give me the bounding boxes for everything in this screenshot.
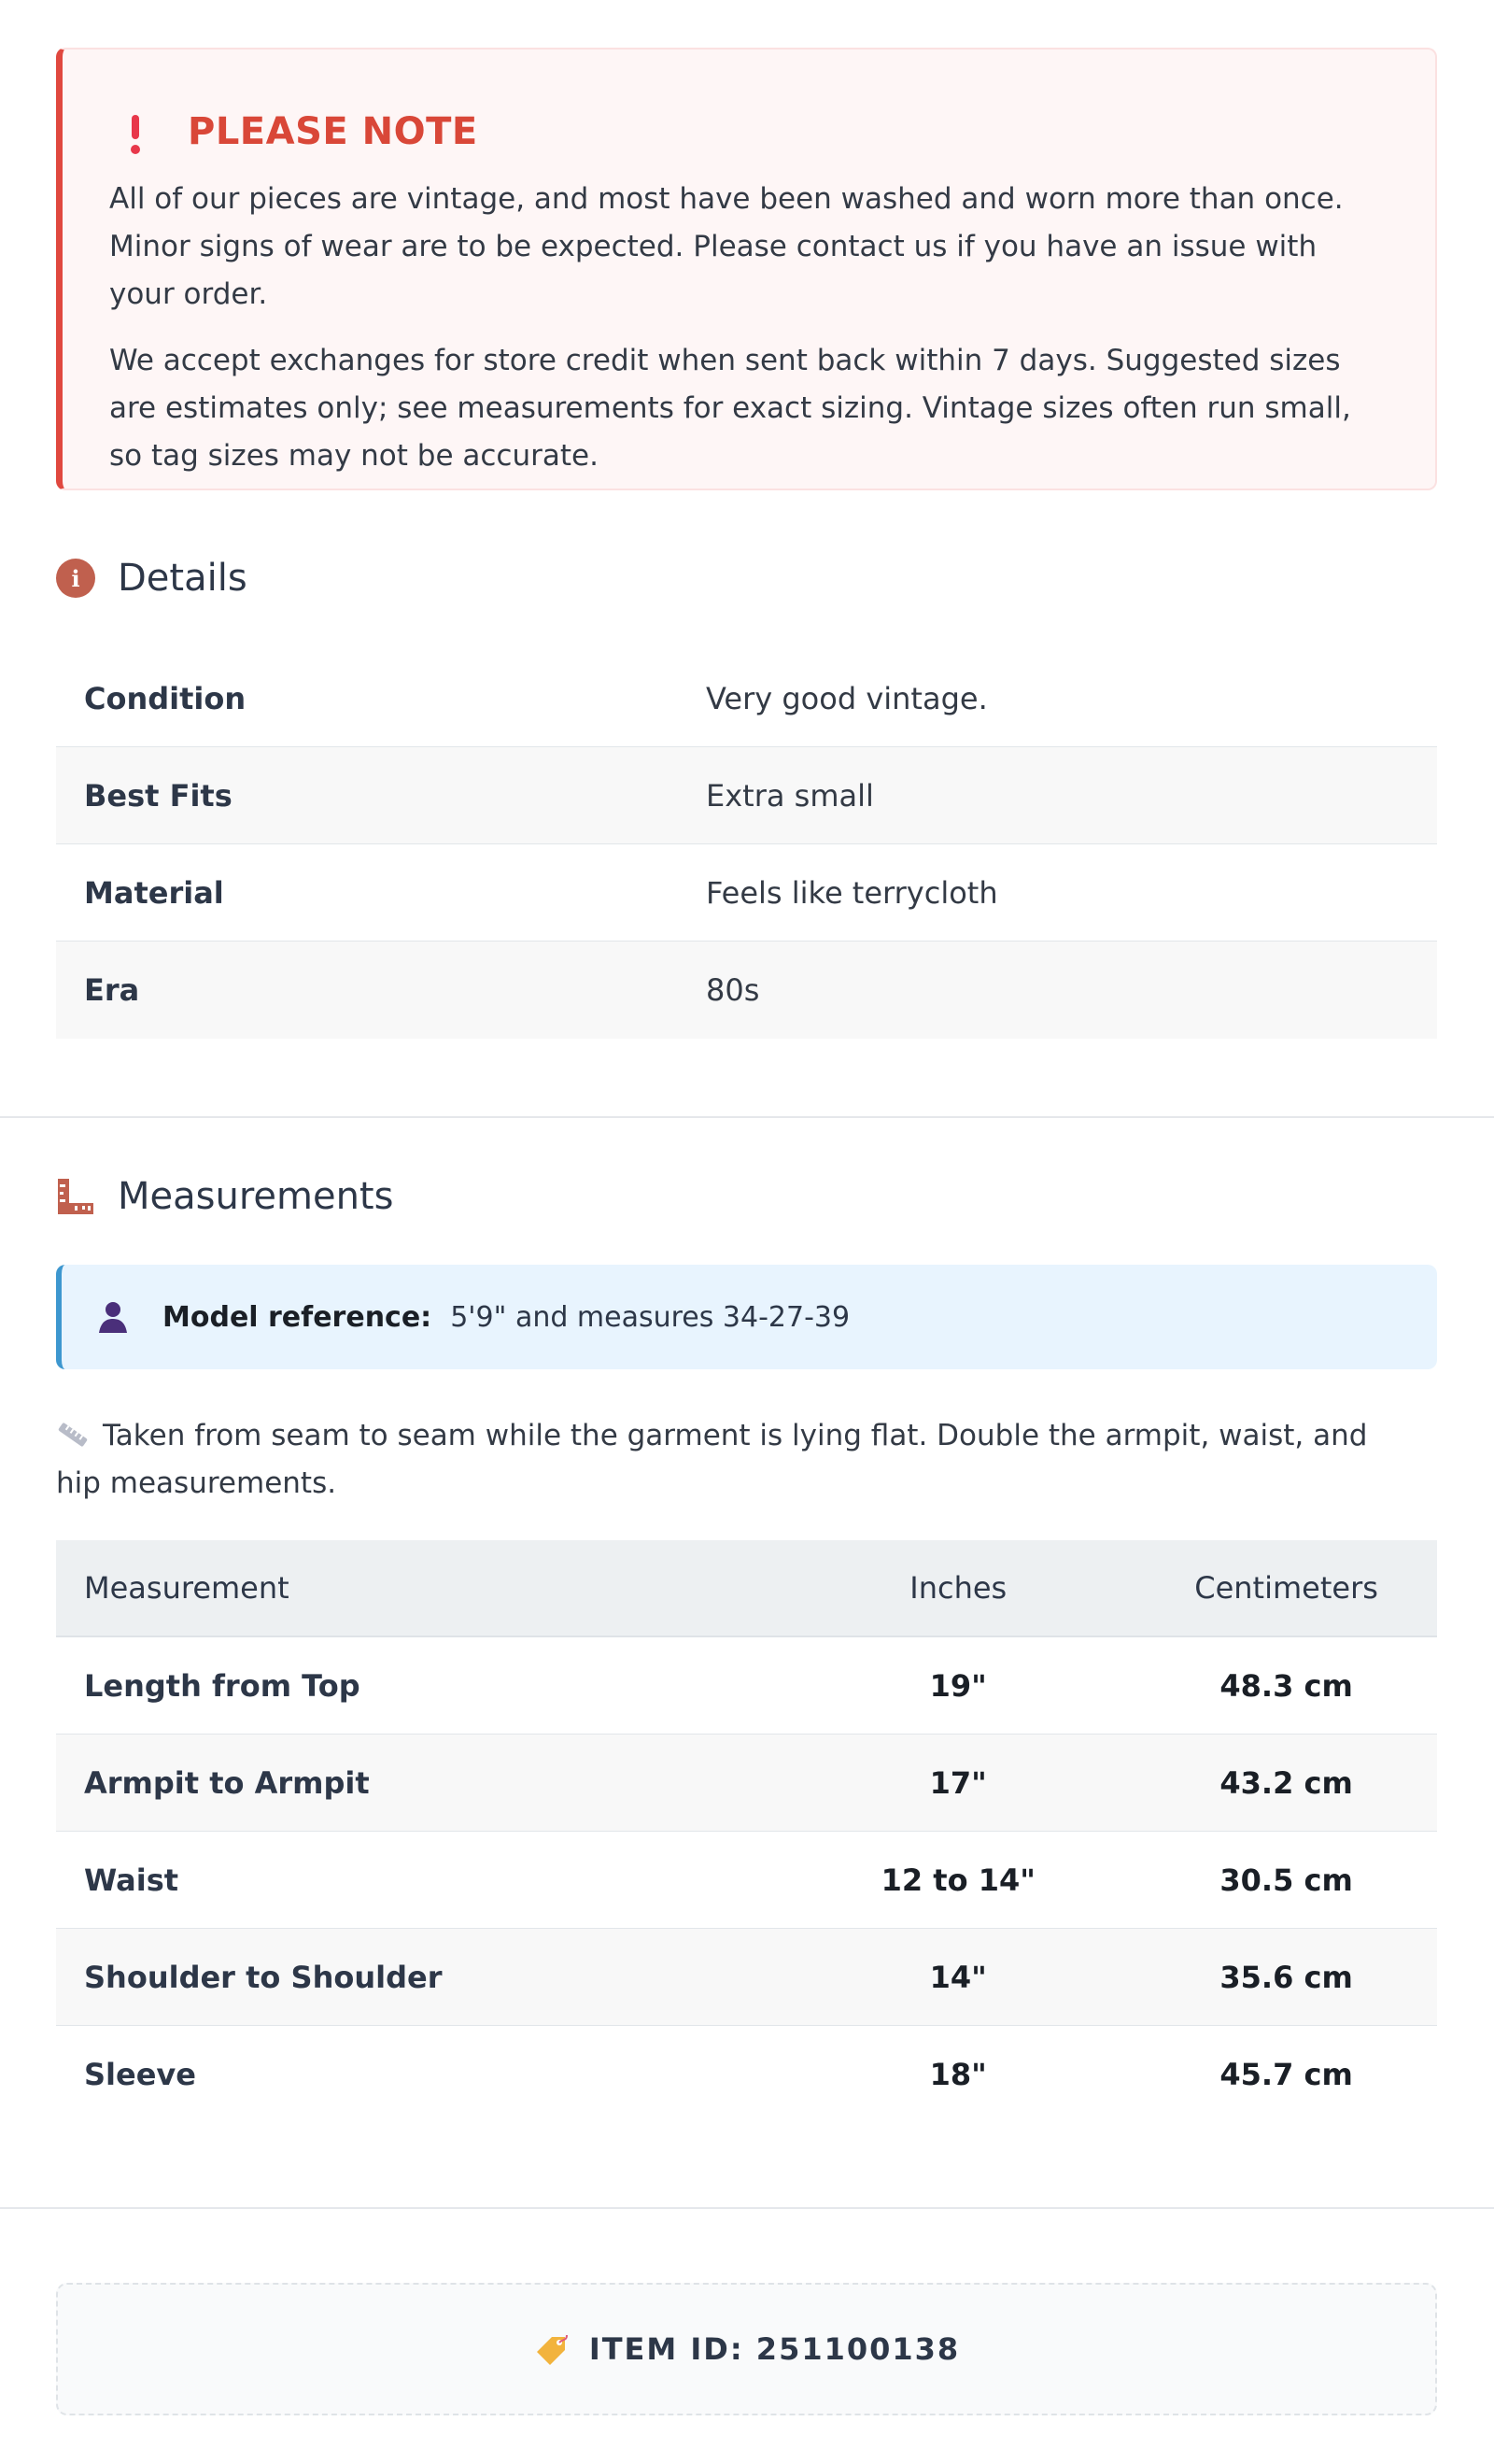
details-label: Best Fits xyxy=(84,777,233,814)
measurement-inches: 14" xyxy=(929,1959,987,1995)
measurement-inches: 17" xyxy=(929,1764,987,1801)
model-reference xyxy=(56,1265,1437,1369)
measurements-table-header xyxy=(56,1540,1437,1637)
details-value: 80s xyxy=(706,972,760,1008)
measurement-name: Length from Top xyxy=(84,1667,360,1704)
details-value: Feels like terrycloth xyxy=(706,874,998,911)
note-paragraph-1: All of our pieces are vintage, and most have been washed and worn more than once. Minor signs of wear are to be expected. Please contact us if you have an issue with your order. xyxy=(109,182,1344,311)
model-reference-value: 5'9" and measures 34-27-39 xyxy=(450,1300,851,1334)
details-row-era xyxy=(56,942,1437,1039)
note-title: PLEASE NOTE xyxy=(188,110,478,153)
ruler-icon xyxy=(56,1177,95,1216)
details-label: Era xyxy=(84,972,140,1008)
item-id-box xyxy=(56,2283,1437,2415)
details-label: Condition xyxy=(84,680,247,716)
measurement-inches: 18" xyxy=(929,2057,987,2092)
measurement-note xyxy=(56,1412,1382,1508)
details-row-condition xyxy=(56,650,1437,747)
column-header-inches: Inches xyxy=(909,1570,1008,1606)
details-title: Details xyxy=(118,557,247,600)
table-row xyxy=(56,1832,1437,1929)
details-table xyxy=(56,650,1437,1039)
measurement-name: Shoulder to Shoulder xyxy=(84,1959,443,1995)
section-divider xyxy=(0,1116,1494,1118)
pencil-icon xyxy=(56,1423,90,1447)
table-row xyxy=(56,1735,1437,1832)
details-header xyxy=(56,557,247,600)
measurement-cm: 45.7 cm xyxy=(1219,2057,1353,2092)
details-row-best-fits xyxy=(56,747,1437,844)
table-row xyxy=(56,1929,1437,2026)
tag-icon xyxy=(533,2333,569,2365)
measurement-inches: 19" xyxy=(929,1667,987,1704)
measurement-name: Armpit to Armpit xyxy=(84,1764,370,1801)
section-divider xyxy=(0,2207,1494,2209)
details-value: Extra small xyxy=(706,777,874,814)
exclamation-icon xyxy=(121,107,149,156)
measurements-header xyxy=(56,1175,393,1218)
info-icon: i xyxy=(56,559,95,598)
measurements-table xyxy=(56,1540,1437,2123)
table-row xyxy=(56,2026,1437,2123)
measurement-cm: 35.6 cm xyxy=(1219,1959,1353,1995)
model-reference-label: Model reference: xyxy=(162,1300,432,1334)
column-header-centimeters: Centimeters xyxy=(1194,1570,1378,1606)
item-id-label: ITEM ID: 251100138 xyxy=(588,2331,961,2367)
measurement-name: Waist xyxy=(84,1862,179,1898)
measurement-cm: 30.5 cm xyxy=(1219,1862,1353,1898)
column-header-measurement: Measurement xyxy=(84,1570,289,1606)
measurement-name: Sleeve xyxy=(84,2057,196,2092)
details-label: Material xyxy=(84,874,224,911)
please-note-box xyxy=(56,48,1437,490)
person-icon xyxy=(97,1299,129,1335)
measurement-cm: 43.2 cm xyxy=(1219,1764,1353,1801)
measurement-inches: 12 to 14" xyxy=(881,1862,1036,1898)
details-row-material xyxy=(56,844,1437,942)
table-row xyxy=(56,1637,1437,1735)
details-value: Very good vintage. xyxy=(706,680,988,716)
measurements-title: Measurements xyxy=(118,1175,394,1218)
note-header xyxy=(109,104,1387,160)
measurement-note-text: Taken from seam to seam while the garment is lying flat. Double the armpit, waist, and hip measurements. xyxy=(56,1419,1368,1500)
note-paragraph-2: We accept exchanges for store credit when sent back within 7 days. Suggested sizes are estimates only; see measurements for exact sizing. Vintage sizes often run small, so tag sizes may not be accurate. xyxy=(109,344,1351,473)
measurement-cm: 48.3 cm xyxy=(1219,1667,1353,1704)
